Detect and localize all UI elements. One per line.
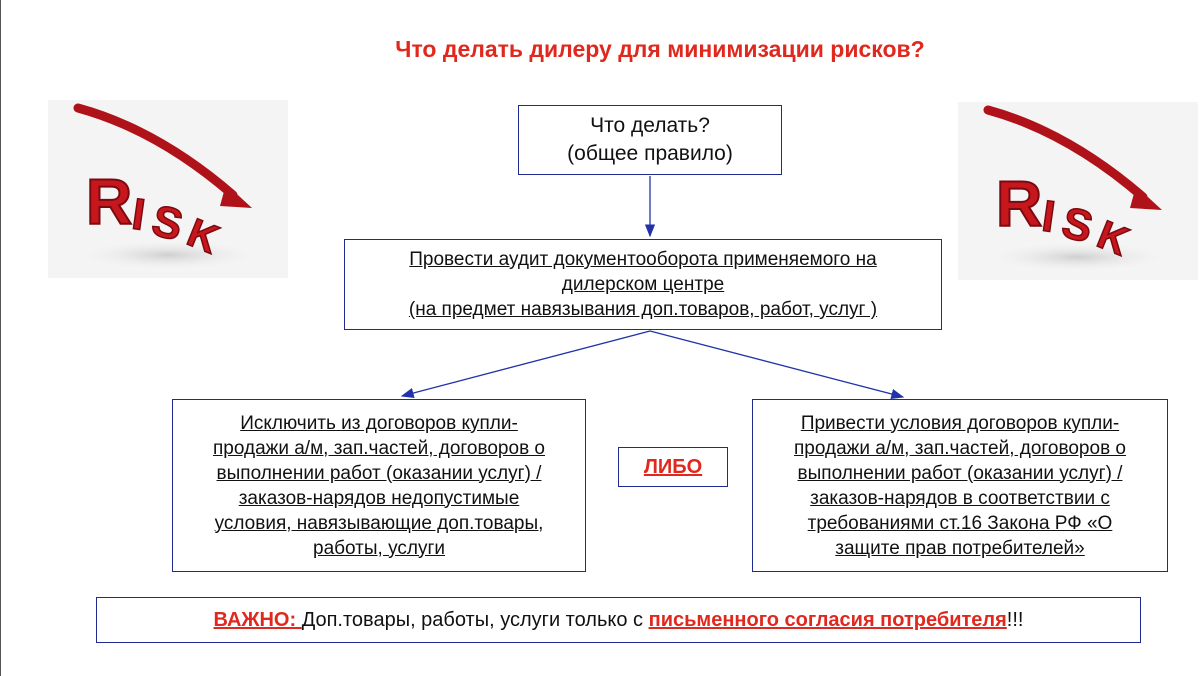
- align-line: защите прав потребителей»: [835, 537, 1085, 559]
- general-rule-line-2: (общее правило): [567, 142, 733, 165]
- align-line: заказов-нарядов в соответствии с: [810, 487, 1110, 509]
- arrow-audit-to-left: [402, 331, 650, 396]
- important-highlight: письменного согласия потребителя: [648, 608, 1007, 631]
- svg-text:R: R: [86, 166, 133, 238]
- exclude-line: продажи а/м, зап.частей, договоров о: [212, 437, 546, 459]
- or-label: ЛИБО: [643, 455, 703, 478]
- slide-title: Что делать дилеру для минимизации рисков?: [395, 36, 925, 62]
- audit-line-1: Провести аудит документооборота применяемого на: [409, 249, 877, 270]
- audit-line-2: дилерском центре: [561, 274, 725, 295]
- important-suffix: !!!: [1006, 608, 1024, 631]
- arrow-audit-to-right: [650, 331, 903, 397]
- slide-left-edge: [0, 0, 1, 676]
- general-rule-box: [518, 105, 782, 175]
- svg-text:S: S: [147, 195, 188, 251]
- align-line: Привести условия договоров купли-: [800, 412, 1120, 434]
- or-label-box: [618, 447, 728, 487]
- svg-text:K: K: [1091, 212, 1135, 265]
- align-line: требованиями ст.16 Закона РФ «О: [807, 512, 1113, 534]
- align-line: выполнении работ (оказании услуг) /: [797, 462, 1123, 484]
- important-note-box: [96, 597, 1141, 643]
- svg-text:I: I: [129, 189, 148, 240]
- align-conditions-box: [752, 399, 1168, 572]
- align-line: продажи а/м, зап.частей, договоров о: [793, 437, 1127, 459]
- exclude-line: выполнении работ (оказании услуг) /: [216, 462, 542, 484]
- svg-text:K: K: [181, 210, 225, 263]
- exclude-conditions-box: [172, 399, 586, 572]
- exclude-line: Исключить из договоров купли-: [240, 412, 518, 434]
- audit-line-3: (на предмет навязывания доп.товаров, работ, услуг ): [408, 299, 878, 320]
- important-text: Доп.товары, работы, услуги только с: [301, 608, 649, 631]
- audit-box: [344, 239, 942, 330]
- risk-illustration-right: [958, 102, 1198, 280]
- exclude-line: заказов-нарядов недопустимые: [238, 487, 520, 509]
- svg-text:R: R: [996, 168, 1043, 240]
- general-rule-line-1: Что делать?: [590, 114, 710, 137]
- important-label: ВАЖНО:: [213, 608, 302, 631]
- risk-illustration-left: [48, 100, 288, 278]
- svg-text:S: S: [1057, 197, 1098, 253]
- exclude-line: работы, услуги: [313, 537, 445, 559]
- svg-text:I: I: [1039, 191, 1058, 242]
- exclude-line: условия, навязывающие доп.товары,: [214, 512, 544, 534]
